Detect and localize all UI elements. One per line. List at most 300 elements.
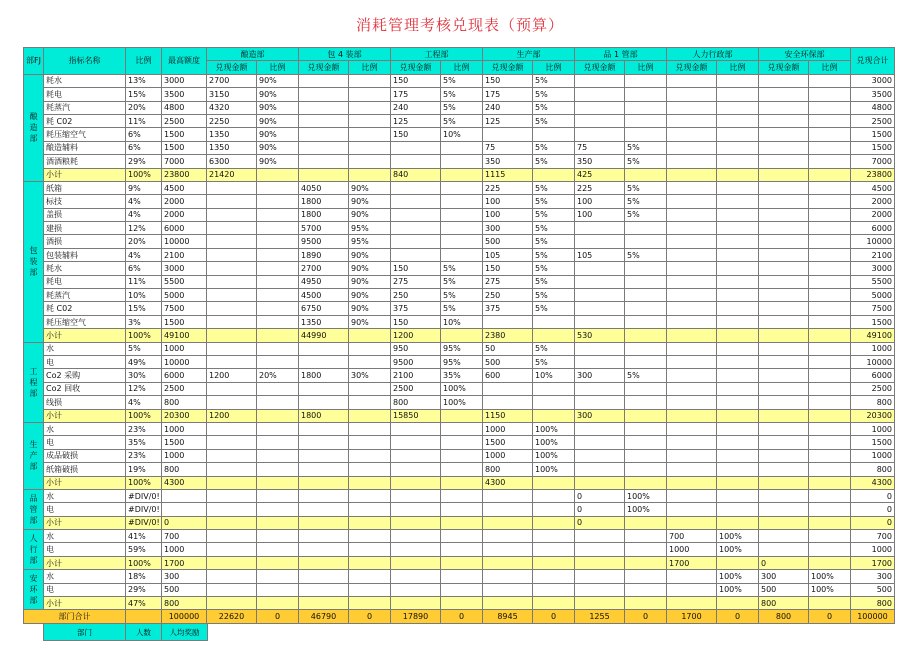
table-row (24, 262, 895, 275)
ratio-cell (625, 583, 667, 596)
ratio-cell: 5% (441, 262, 483, 275)
table-row (24, 208, 895, 221)
amount-cell: 125 (483, 114, 533, 127)
total-cell: 1000 (851, 342, 895, 355)
ratio-cell: 90% (349, 195, 391, 208)
amount-cell (299, 503, 349, 516)
subtotal-max: 4300 (162, 476, 207, 489)
amount-cell (667, 489, 717, 502)
subtotal-row (24, 409, 895, 422)
total-cell: 2100 (851, 248, 895, 261)
ratio-cell: 5% (533, 342, 575, 355)
amount-cell (207, 235, 257, 248)
ratio-cell (809, 396, 851, 409)
amount-cell (207, 315, 257, 328)
subtotal-amount: 1200 (207, 409, 257, 422)
ratio-cell (625, 88, 667, 101)
amount-cell (667, 355, 717, 368)
amount-cell: 150 (391, 74, 441, 87)
ratio-cell: 90% (257, 141, 299, 154)
ratio-cell: 100% (809, 583, 851, 596)
ratio-cell: 6% (126, 262, 162, 275)
amount-cell (759, 101, 809, 114)
ratio-cell: 5% (625, 155, 667, 168)
max-cell: 1500 (162, 436, 207, 449)
ratio-cell: #DIV/0! (126, 489, 162, 502)
amount-cell (299, 382, 349, 395)
amount-cell (759, 543, 809, 556)
ratio-cell: 41% (126, 530, 162, 543)
indicator-name: 电 (44, 436, 126, 449)
grand-total-cell: 22620 (207, 610, 257, 623)
indicator-name: 耗水 (44, 262, 126, 275)
amount-cell (207, 382, 257, 395)
total-cell: 4800 (851, 101, 895, 114)
amount-cell: 300 (483, 222, 533, 235)
subtotal-amount (391, 597, 441, 610)
ratio-cell (257, 422, 299, 435)
amount-cell (207, 396, 257, 409)
total-cell: 5000 (851, 289, 895, 302)
subtotal-amount: 44990 (299, 329, 349, 342)
amount-cell (483, 530, 533, 543)
indicator-name: 电 (44, 503, 126, 516)
amount-cell (299, 583, 349, 596)
ratio-cell (809, 74, 851, 87)
amount-cell: 100 (483, 195, 533, 208)
indicator-name: 耗压缩空气 (44, 128, 126, 141)
sub-ratio-header: 比例 (717, 61, 759, 74)
ratio-cell (257, 222, 299, 235)
ratio-cell (533, 396, 575, 409)
ratio-cell: 5% (625, 141, 667, 154)
ratio-cell (349, 342, 391, 355)
subtotal-amount: 425 (575, 168, 625, 181)
consumption-table (23, 47, 895, 624)
ratio-cell: 12% (126, 222, 162, 235)
amount-cell (483, 583, 533, 596)
amount-cell (391, 489, 441, 502)
ratio-cell (625, 342, 667, 355)
ratio-cell: 49% (126, 355, 162, 368)
ratio-cell (257, 463, 299, 476)
subtotal-label: 小计 (44, 476, 126, 489)
subtotal-label: 小计 (44, 329, 126, 342)
dept-label: 酿造部 (24, 74, 44, 181)
subtotal-amount (667, 476, 717, 489)
total-cell: 2000 (851, 195, 895, 208)
ratio-cell (717, 436, 759, 449)
subtotal-total: 20300 (851, 409, 895, 422)
subtotal-amount (575, 476, 625, 489)
ratio-cell (441, 449, 483, 462)
max-cell: 10000 (162, 355, 207, 368)
ratio-cell (257, 262, 299, 275)
subtotal-total: 0 (851, 516, 895, 529)
ratio-cell: 13% (126, 74, 162, 87)
ratio-cell (257, 436, 299, 449)
dept-label: 品管部 (24, 489, 44, 529)
ratio-cell: 90% (349, 275, 391, 288)
amount-cell (391, 543, 441, 556)
amount-cell: 150 (483, 74, 533, 87)
ratio-cell: 100% (717, 543, 759, 556)
ratio-cell: 5% (533, 289, 575, 302)
amount-cell: 2700 (207, 74, 257, 87)
ratio-cell (717, 208, 759, 221)
table-row (24, 128, 895, 141)
amount-cell: 1000 (483, 422, 533, 435)
amount-cell (575, 114, 625, 127)
subtotal-amount (759, 409, 809, 422)
ratio-cell: 30% (349, 369, 391, 382)
ratio-cell (257, 583, 299, 596)
ratio-cell: 95% (441, 342, 483, 355)
amount-cell: 9500 (391, 355, 441, 368)
subtotal-row (24, 516, 895, 529)
ratio-cell: 90% (257, 128, 299, 141)
amount-cell (667, 436, 717, 449)
amount-cell: 3150 (207, 88, 257, 101)
subtotal-blank (349, 556, 391, 569)
indicator-name: 电 (44, 355, 126, 368)
amount-cell (207, 463, 257, 476)
ratio-cell: 5% (441, 74, 483, 87)
ratio-cell (441, 222, 483, 235)
ratio-cell: 90% (349, 289, 391, 302)
subtotal-amount (759, 516, 809, 529)
amount-cell (667, 315, 717, 328)
ratio-cell: 10% (126, 289, 162, 302)
subtotal-blank (349, 476, 391, 489)
amount-cell (667, 463, 717, 476)
amount-cell (299, 101, 349, 114)
ratio-cell (809, 382, 851, 395)
max-cell: 1000 (162, 543, 207, 556)
ratio-cell (809, 436, 851, 449)
ratio-cell: 11% (126, 275, 162, 288)
amount-cell (483, 489, 533, 502)
ratio-cell (257, 235, 299, 248)
subtotal-blank (533, 168, 575, 181)
max-cell: 2000 (162, 195, 207, 208)
total-cell: 1000 (851, 422, 895, 435)
amount-cell (483, 396, 533, 409)
subtotal-blank (533, 329, 575, 342)
ratio-cell (441, 141, 483, 154)
ratio-cell (533, 489, 575, 502)
total-cell: 7500 (851, 302, 895, 315)
ratio-cell (625, 530, 667, 543)
ratio-cell (441, 543, 483, 556)
max-cell: 500 (162, 583, 207, 596)
amount-cell: 6300 (207, 155, 257, 168)
ratio-cell: 4% (126, 396, 162, 409)
subtotal-amount: 0 (575, 516, 625, 529)
amount-cell (667, 289, 717, 302)
ratio-cell (717, 195, 759, 208)
indicator-name: 耗压缩空气 (44, 315, 126, 328)
subtotal-blank (441, 329, 483, 342)
amount-cell (207, 208, 257, 221)
amount-cell (391, 503, 441, 516)
subtotal-amount (299, 597, 349, 610)
header-group: 生产部 (483, 48, 575, 61)
ratio-cell: 5% (625, 369, 667, 382)
amount-cell (759, 489, 809, 502)
ratio-cell (349, 141, 391, 154)
ratio-cell: 5% (441, 275, 483, 288)
ratio-cell: 29% (126, 155, 162, 168)
max-cell: 5500 (162, 275, 207, 288)
subtotal-amount: 300 (575, 409, 625, 422)
ratio-cell (717, 74, 759, 87)
amount-cell (575, 222, 625, 235)
amount-cell (299, 128, 349, 141)
ratio-cell: 35% (441, 369, 483, 382)
amount-cell (667, 155, 717, 168)
ratio-cell (717, 181, 759, 194)
subtotal-blank (533, 556, 575, 569)
ratio-cell: 90% (257, 155, 299, 168)
ratio-cell (625, 543, 667, 556)
ratio-cell: #DIV/0! (126, 503, 162, 516)
ratio-cell: 90% (257, 74, 299, 87)
subtotal-blank (257, 329, 299, 342)
ratio-cell (257, 342, 299, 355)
max-cell (162, 489, 207, 502)
max-cell: 1500 (162, 141, 207, 154)
ratio-cell (809, 248, 851, 261)
ratio-cell (625, 302, 667, 315)
amount-cell (391, 436, 441, 449)
ratio-cell: 5% (625, 181, 667, 194)
subtotal-blank (717, 597, 759, 610)
page-title: 消耗管理考核兑现表（预算） (355, 16, 564, 34)
subtotal-amount (299, 516, 349, 529)
table-row (24, 181, 895, 194)
ratio-cell (349, 503, 391, 516)
table-row (24, 88, 895, 101)
ratio-cell: 18% (126, 570, 162, 583)
total-cell: 5500 (851, 275, 895, 288)
ratio-cell (257, 503, 299, 516)
amount-cell (759, 141, 809, 154)
header-row (24, 48, 895, 61)
ratio-cell (257, 449, 299, 462)
ratio-cell (717, 275, 759, 288)
ratio-cell: 15% (126, 302, 162, 315)
header-group: 酿造部 (207, 48, 299, 61)
subtotal-label: 小计 (44, 409, 126, 422)
amount-cell (575, 530, 625, 543)
subtotal-label: 小计 (44, 168, 126, 181)
ratio-cell: 5% (533, 74, 575, 87)
ratio-cell (257, 396, 299, 409)
ratio-cell: 5% (533, 235, 575, 248)
subtotal-max: 23800 (162, 168, 207, 181)
ratio-cell: 4% (126, 248, 162, 261)
amount-cell (207, 289, 257, 302)
subtotal-amount (483, 556, 533, 569)
subtotal-amount: 1200 (391, 329, 441, 342)
amount-cell: 375 (483, 302, 533, 315)
ratio-cell (349, 436, 391, 449)
amount-cell: 5700 (299, 222, 349, 235)
ratio-cell (809, 489, 851, 502)
ratio-cell: 5% (441, 88, 483, 101)
subtotal-label: 小计 (44, 556, 126, 569)
amount-cell (575, 583, 625, 596)
amount-cell: 9500 (299, 235, 349, 248)
table-row (24, 342, 895, 355)
ratio-cell (717, 369, 759, 382)
amount-cell (207, 422, 257, 435)
subtotal-amount: 800 (759, 597, 809, 610)
table-row (24, 141, 895, 154)
ratio-cell (625, 355, 667, 368)
ratio-cell (809, 449, 851, 462)
subtotal-blank (717, 329, 759, 342)
amount-cell: 105 (575, 248, 625, 261)
sub-amount-header: 兑现金额 (759, 61, 809, 74)
ratio-cell (441, 235, 483, 248)
subtotal-amount (667, 409, 717, 422)
indicator-name: 建损 (44, 222, 126, 235)
ratio-cell (717, 88, 759, 101)
amount-cell (759, 382, 809, 395)
grand-total-cell: 0 (717, 610, 759, 623)
subtotal-blank (349, 409, 391, 422)
indicator-name: 纸箱 (44, 181, 126, 194)
amount-cell: 0 (575, 503, 625, 516)
table-row (24, 422, 895, 435)
total-cell: 7000 (851, 155, 895, 168)
ratio-cell (257, 208, 299, 221)
amount-cell: 350 (483, 155, 533, 168)
ratio-cell (441, 489, 483, 502)
sub-amount-header: 兑现金额 (575, 61, 625, 74)
amount-cell: 1890 (299, 248, 349, 261)
ratio-cell: 6% (126, 128, 162, 141)
ratio-cell: 5% (533, 222, 575, 235)
sub-ratio-header: 比例 (257, 61, 299, 74)
max-cell: 800 (162, 396, 207, 409)
subtotal-blank (257, 516, 299, 529)
ratio-cell (441, 208, 483, 221)
table-row (24, 489, 895, 502)
ratio-cell (717, 503, 759, 516)
subtotal-blank (257, 409, 299, 422)
max-cell: 3000 (162, 74, 207, 87)
grand-total-max: 100000 (162, 610, 207, 623)
max-cell: 3500 (162, 88, 207, 101)
ratio-cell: 100% (533, 463, 575, 476)
grand-total-cell: 0 (441, 610, 483, 623)
amount-cell: 300 (575, 369, 625, 382)
ratio-cell (349, 570, 391, 583)
amount-cell (667, 342, 717, 355)
table-row (24, 222, 895, 235)
amount-cell (299, 114, 349, 127)
subtotal-amount (667, 168, 717, 181)
table-row (24, 449, 895, 462)
amount-cell: 300 (759, 570, 809, 583)
total-cell: 3000 (851, 262, 895, 275)
amount-cell (575, 262, 625, 275)
amount-cell: 1350 (207, 141, 257, 154)
ratio-cell: 90% (349, 208, 391, 221)
ratio-cell (349, 463, 391, 476)
total-cell: 2000 (851, 208, 895, 221)
ratio-cell (625, 289, 667, 302)
table-row (24, 289, 895, 302)
ratio-cell (717, 155, 759, 168)
subtotal-max: 800 (162, 597, 207, 610)
table-row (24, 315, 895, 328)
max-cell: 2500 (162, 114, 207, 127)
grand-total-cell: 8945 (483, 610, 533, 623)
subtotal-amount (483, 597, 533, 610)
subtotal-amount: 530 (575, 329, 625, 342)
header-indicator: 指标名称 (44, 48, 126, 75)
amount-cell (575, 355, 625, 368)
amount-cell: 240 (483, 101, 533, 114)
ratio-cell (533, 530, 575, 543)
ratio-cell (625, 222, 667, 235)
ratio-cell: 23% (126, 422, 162, 435)
ratio-cell (349, 128, 391, 141)
amount-cell: 4500 (299, 289, 349, 302)
amount-cell (299, 355, 349, 368)
amount-cell (483, 315, 533, 328)
ratio-cell (349, 382, 391, 395)
ratio-cell (533, 570, 575, 583)
indicator-name: 耗蒸汽 (44, 101, 126, 114)
amount-cell (207, 543, 257, 556)
amount-cell (759, 74, 809, 87)
ratio-cell (809, 155, 851, 168)
subtotal-blank (809, 409, 851, 422)
amount-cell: 150 (391, 128, 441, 141)
subtotal-blank (257, 476, 299, 489)
amount-cell: 225 (575, 181, 625, 194)
ratio-cell: 59% (126, 543, 162, 556)
ratio-cell (717, 235, 759, 248)
ratio-cell (349, 396, 391, 409)
total-cell: 700 (851, 530, 895, 543)
amount-cell (759, 235, 809, 248)
subtotal-max: 0 (162, 516, 207, 529)
sub-amount-header: 兑现金额 (483, 61, 533, 74)
amount-cell (575, 436, 625, 449)
grand-total-label: 部门合计 (24, 610, 126, 623)
amount-cell (391, 422, 441, 435)
ratio-cell (257, 543, 299, 556)
ratio-cell: 5% (533, 355, 575, 368)
grand-total-cell: 0 (625, 610, 667, 623)
subtotal-blank (809, 556, 851, 569)
subtotal-amount (207, 556, 257, 569)
amount-cell: 950 (391, 342, 441, 355)
total-cell: 1000 (851, 449, 895, 462)
subtotal-blank (441, 556, 483, 569)
header-group: 安全环保部 (759, 48, 851, 61)
ratio-cell: 5% (533, 88, 575, 101)
amount-cell (575, 101, 625, 114)
ratio-cell: 100% (625, 489, 667, 502)
indicator-name: 水 (44, 422, 126, 435)
